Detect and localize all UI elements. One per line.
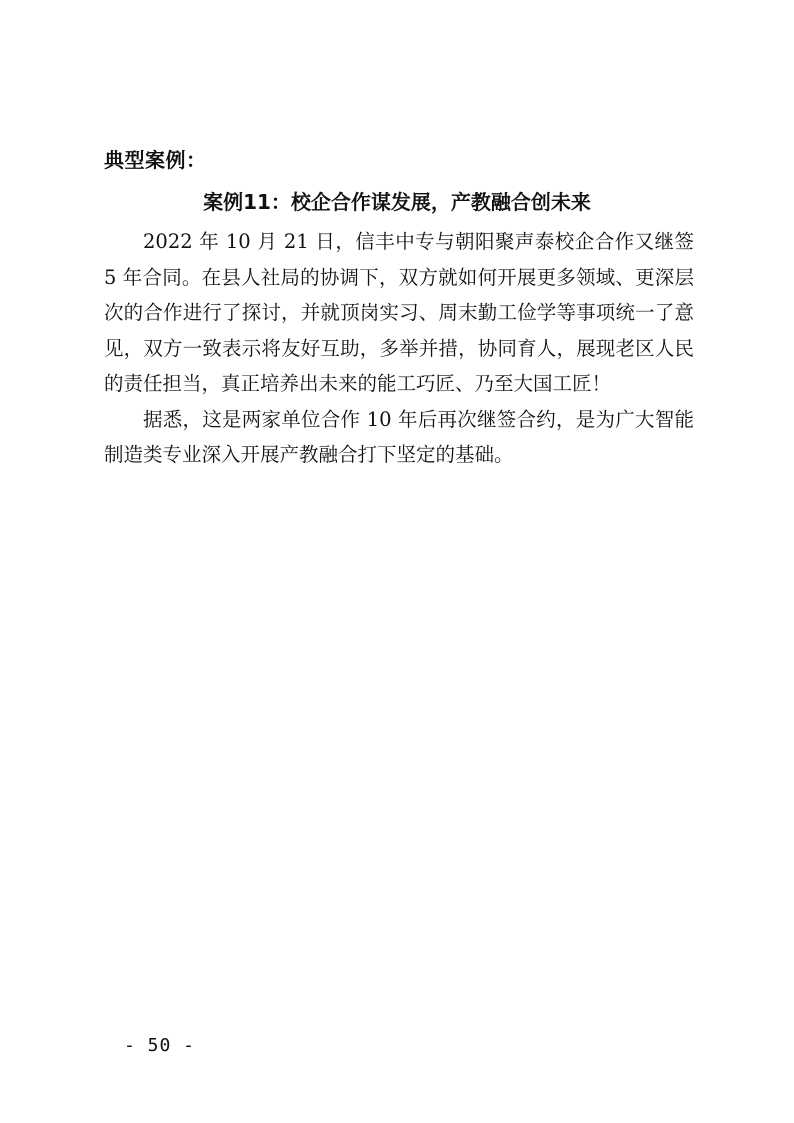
paragraph-2: 据悉，这是两家单位合作 10 年后再次继签合约，是为广大智能制造类专业深入开展产教融合打下坚定的基础。: [104, 407, 694, 466]
case-title: 案例11：校企合作谋发展，产教融合创未来: [203, 190, 591, 214]
page-number: - 50 -: [124, 1035, 196, 1056]
paragraph-1: 2022 年 10 月 21 日，信丰中专与朝阳聚声泰校企合作又继签 5 年合同。在县人社局的协调下，双方就如何开展更多领域、更深层次的合作进行了探讨，并就顶岗实习、周末勤工俭学等事项统一了意见，双方一致表示将友好互助，多举并措，协同育人，展现老区人民的责任担当，真正培养出未来的能工巧匠、乃至大国工匠！: [104, 230, 694, 395]
body-text: [104, 224, 694, 473]
section-label: 典型案例：: [104, 148, 207, 172]
